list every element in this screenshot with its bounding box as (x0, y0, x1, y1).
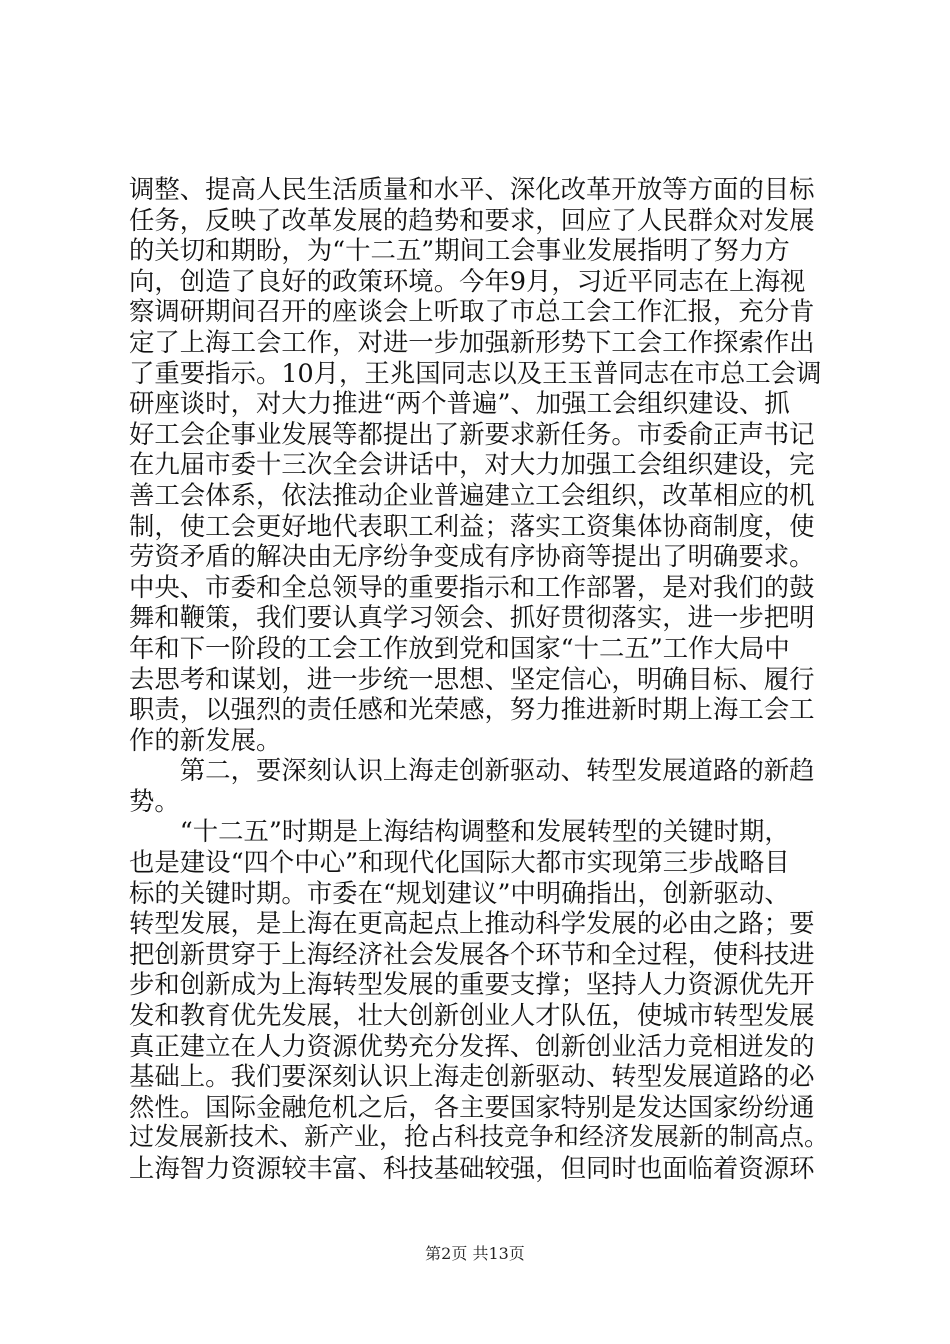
text-line: 调整、提高人民生活质量和水平、深化改革开放等方面的目标 (129, 174, 815, 204)
text-line: 在九届市委十三次全会讲话中，对大力加强工会组织建设，完 (129, 449, 815, 480)
text-line: 基础上。我们要深刻认识上海走创新驱动、转型发展道路的必 (129, 1061, 815, 1092)
text-line: “十二五”时期是上海结构调整和发展转型的关键时期， (129, 816, 790, 847)
text-line: 转型发展，是上海在更高起点上推动科学发展的必由之路；要 (129, 908, 815, 939)
page-number-footer: 第2页 共13页 (425, 1244, 525, 1263)
text-line: 真正建立在人力资源优势充分发挥、创新创业活力竞相迸发的 (129, 1030, 815, 1061)
text-line: 舞和鞭策，我们要认真学习领会、抓好贯彻落实，进一步把明 (129, 602, 815, 633)
text-line: 势。 (129, 785, 180, 816)
text-line: 职责，以强烈的责任感和光荣感，努力推进新时期上海工会工 (129, 694, 815, 725)
text-line: 年和下一阶段的工会工作放到党和国家“十二五”工作大局中 (129, 632, 790, 663)
text-line: 制，使工会更好地代表职工利益；落实工资集体协商制度，使 (129, 510, 815, 541)
text-line: 标的关键时期。市委在“规划建议”中明确指出，创新驱动、 (129, 877, 790, 908)
text-line: 把创新贯穿于上海经济社会发展各个环节和全过程，使科技进 (129, 938, 815, 969)
text-line: 任务，反映了改革发展的趋势和要求，回应了人民群众对发展 (129, 204, 815, 235)
text-line: 定了上海工会工作，对进一步加强新形势下工会工作探索作出 (129, 326, 815, 357)
text-line: 向，创造了良好的政策环境。今年9月，习近平同志在上海视 (129, 265, 806, 296)
text-line: 第二，要深刻认识上海走创新驱动、转型发展道路的新趋 (129, 755, 815, 786)
text-line: 研座谈时，对大力推进“两个普遍”、加强工会组织建设、抓 (129, 388, 790, 419)
text-line: 好工会企事业发展等都提出了新要求新任务。市委俞正声书记 (129, 418, 815, 449)
text-line: 去思考和谋划，进一步统一思想、坚定信心，明确目标、履行 (129, 663, 815, 694)
text-line: 中央、市委和全总领导的重要指示和工作部署，是对我们的鼓 (129, 571, 815, 602)
text-line: 作的新发展。 (129, 724, 282, 755)
text-line: 上海智力资源较丰富、科技基础较强，但同时也面临着资源环 (129, 1153, 815, 1183)
text-line: 善工会体系，依法推动企业普遍建立工会组织，改革相应的机 (129, 479, 815, 510)
text-line: 发和教育优先发展，壮大创新创业人才队伍，使城市转型发展 (129, 1000, 815, 1031)
text-line: 的关切和期盼，为“十二五”期间工会事业发展指明了努力方 (129, 235, 790, 266)
text-line: 然性。国际金融危机之后，各主要国家特别是发达国家纷纷通 (129, 1091, 815, 1122)
text-line: 步和创新成为上海转型发展的重要支撑；坚持人力资源优先开 (129, 969, 815, 1000)
text-line: 也是建设“四个中心”和现代化国际大都市实现第三步战略目 (129, 847, 790, 878)
text-line: 了重要指示。10月，王兆国同志以及王玉普同志在市总工会调 (129, 357, 822, 388)
document-body (129, 174, 829, 1184)
text-line: 劳资矛盾的解决由无序纷争变成有序协商等提出了明确要求。 (129, 541, 815, 572)
text-line: 察调研期间召开的座谈会上听取了市总工会工作汇报，充分肯 (129, 296, 815, 327)
text-line: 过发展新技术、新产业，抢占科技竞争和经济发展新的制高点。 (129, 1122, 830, 1152)
